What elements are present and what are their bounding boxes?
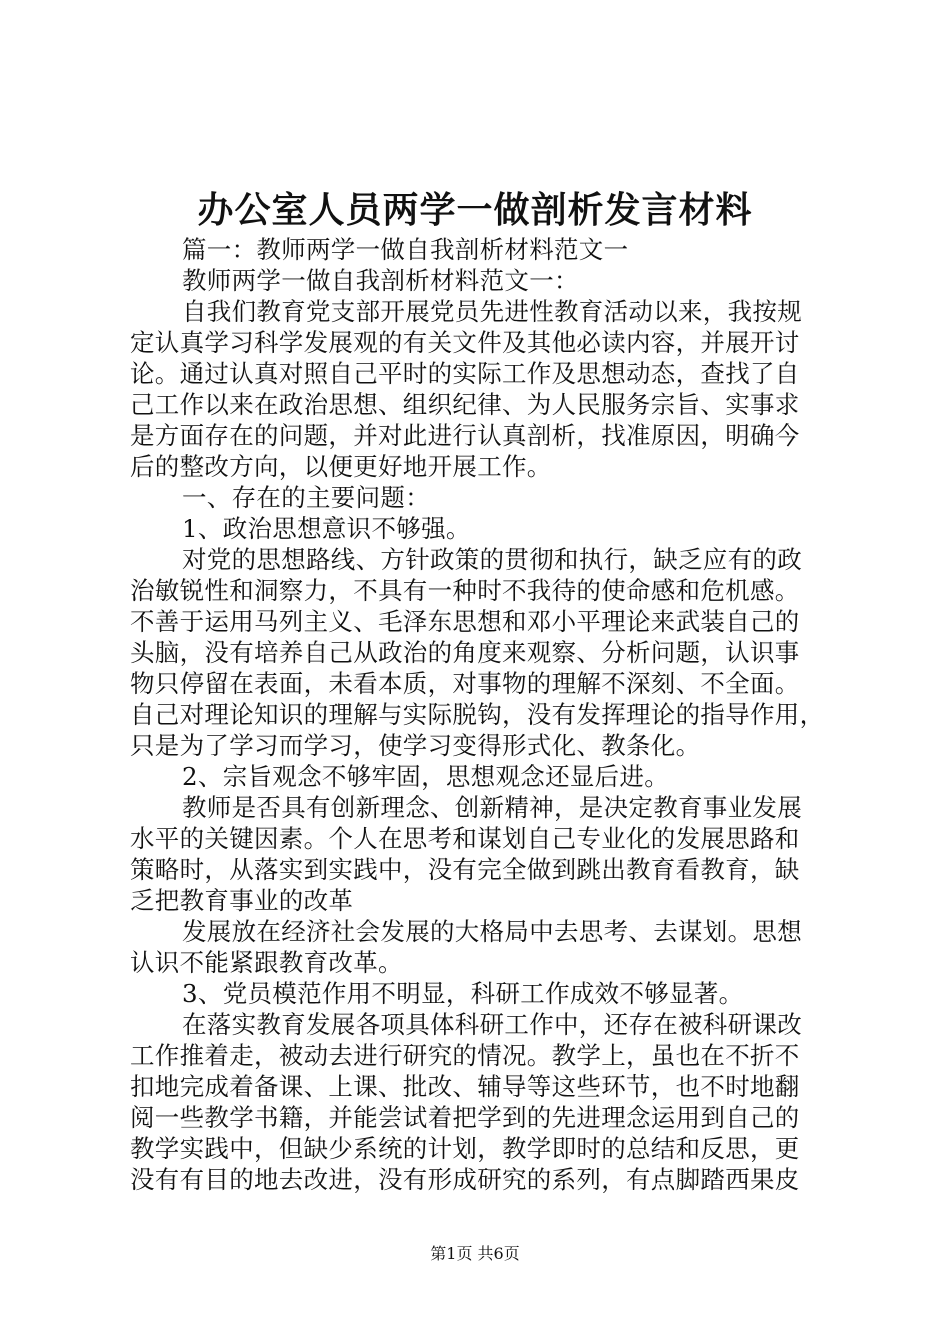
text-line: 只是为了学习而学习，使学习变得形式化、教条化。 (130, 731, 701, 760)
text-line: 己工作以来在政治思想、组织纪律、为人民服务宗旨、实事求 (130, 390, 800, 419)
text-line: 定认真学习科学发展观的有关文件及其他必读内容，并展开讨 (130, 328, 800, 357)
text-line: 水平的关键因素。个人在思考和谋划自己专业化的发展思路和 (130, 824, 800, 853)
text-line: 策略时，从落实到实践中，没有完全做到跳出教育看教育，缺 (130, 855, 800, 884)
text-line: 自己对理论知识的理解与实际脱钩，没有发挥理论的指导作用， (130, 700, 825, 729)
text-line: 不善于运用马列主义、毛泽东思想和邓小平理论来武装自己的 (130, 607, 800, 636)
text-line: 在落实教育发展各项具体科研工作中，还存在被科研课改 (182, 1010, 802, 1039)
text-line: 工作推着走，被动去进行研究的情况。教学上，虽也在不折不 (130, 1041, 800, 1070)
text-line: 头脑，没有培养自己从政治的角度来观察、分析问题，认识事 (130, 638, 800, 667)
text-line: 扣地完成着备课、上课、批改、辅导等这些环节，也不时地翻 (130, 1072, 800, 1101)
text-line: 论。通过认真对照自己平时的实际工作及思想动态，查找了自 (130, 359, 800, 388)
text-line: 后的整改方向，以便更好地开展工作。 (130, 452, 552, 481)
text-line: 没有有目的地去改进，没有形成研究的系列，有点脚踏西果皮 (130, 1165, 800, 1194)
text-line: 教学实践中，但缺少系统的计划，教学即时的总结和反思，更 (130, 1134, 800, 1163)
text-line: 3、党员模范作用不明显，科研工作成效不够显著。 (182, 979, 744, 1008)
document-body (130, 234, 830, 1195)
text-line: 发展放在经济社会发展的大格局中去思考、去谋划。思想 (182, 917, 802, 946)
text-line: 教师两学一做自我剖析材料范文一： (182, 266, 579, 295)
text-line: 1、政治思想意识不够强。 (182, 514, 471, 543)
text-line: 乏把教育事业的改革 (130, 886, 354, 915)
text-line: 阅一些教学书籍，并能尝试着把学到的先进理念运用到自己的 (130, 1103, 800, 1132)
text-line: 一、存在的主要问题： (182, 483, 430, 512)
text-line: 是方面存在的问题，并对此进行认真剖析，找准原因，明确今 (130, 421, 800, 450)
text-line: 2、宗旨观念不够牢固，思想观念还显后进。 (182, 762, 670, 791)
text-line: 治敏锐性和洞察力，不具有一种时不我待的使命感和危机感。 (130, 576, 800, 605)
page-footer: 第1页 共6页 (430, 1244, 520, 1263)
text-line: 对党的思想路线、方针政策的贯彻和执行，缺乏应有的政 (182, 545, 802, 574)
text-line: 物只停留在表面，未看本质，对事物的理解不深刻、不全面。 (130, 669, 800, 698)
text-line: 认识不能紧跟教育改革。 (130, 948, 403, 977)
text-line: 自我们教育党支部开展党员先进性教育活动以来，我按规 (182, 297, 802, 326)
document-title: 办公室人员两学一做剖析发言材料 (197, 189, 753, 231)
text-line: 篇一：教师两学一做自我剖析材料范文一 (182, 235, 629, 264)
text-line: 教师是否具有创新理念、创新精神，是决定教育事业发展 (182, 793, 802, 822)
